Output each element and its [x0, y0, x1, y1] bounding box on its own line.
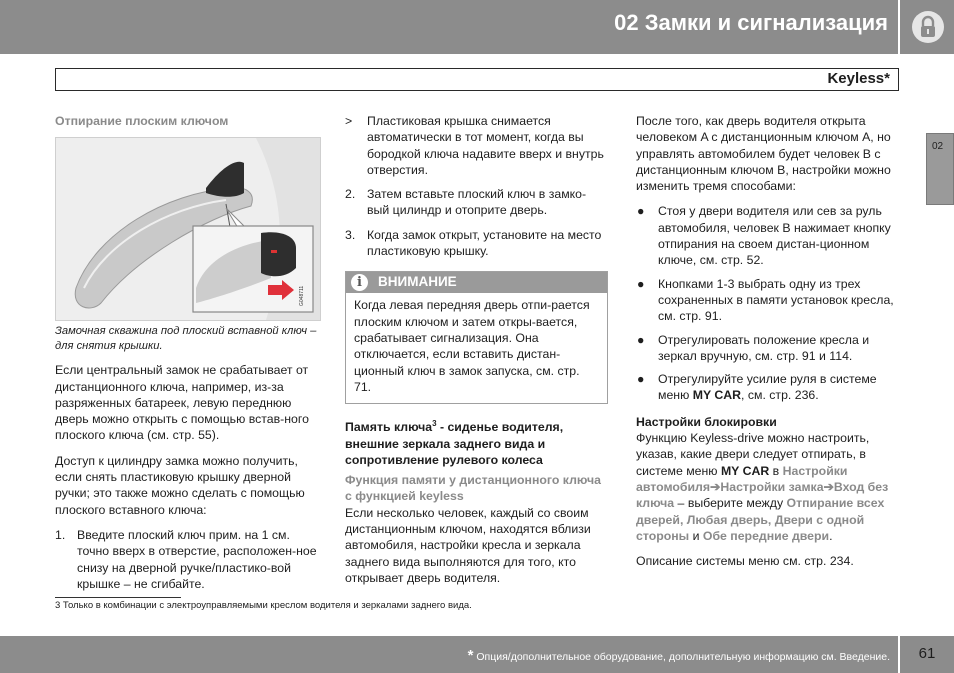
step-text: Затем вставьте плоский ключ в замко-вый цилиндр и отоприте дверь. [367, 187, 587, 218]
step-number: 1. [55, 527, 66, 542]
step-text: Введите плоский ключ прим. на 1 см. точно вверх в отверстие, расположен-ное снизу на дверной ручке/пластико-вой крышке – не сгибайте. [77, 527, 317, 591]
page-footer [0, 636, 898, 673]
image-caption: Замочная скважина под плоский вставной ключ – для снятия крышки. [55, 325, 317, 352]
menu-path-item: Вход без ключа [636, 479, 889, 511]
text-run: Функцию Keyless-drive можно настроить, указав, какие двери следует отпирать, в системе меню [636, 431, 870, 478]
bullet-dot: ● [637, 372, 645, 387]
bullet-item [636, 203, 898, 268]
padlock-icon [912, 11, 944, 43]
warning-header [346, 272, 607, 293]
menu-path-item: Настройки автомобиля [636, 463, 848, 494]
sub-step-marker: > [345, 114, 353, 128]
bullet-text [658, 372, 877, 402]
info-icon: i [351, 274, 368, 291]
section-bar [55, 68, 899, 91]
warning-title: ВНИМАНИЕ [378, 274, 457, 290]
paragraph: Если центральный замок не срабатывает от дистанционного ключа, например, из-за разряженных батареек, левую переднюю дверь можно открыть с помощью встав-ного плоского ключа (см. стр. 55). [55, 363, 309, 443]
text-run: и [689, 528, 703, 543]
menu-option: Обе передние двери [702, 528, 830, 543]
footnote: 3 Только в комбинации с электроуправляемыми креслом водителя и зеркалами заднего вида. [55, 600, 472, 611]
text-run: , [767, 512, 775, 527]
step-text: Когда замок открыт, установите на место пластиковую крышку. [367, 227, 602, 259]
page-number: 61 [918, 645, 936, 662]
footer-text: Опция/дополнительное оборудование, дополнительную информацию см. Введение. [473, 651, 890, 663]
warning-box [345, 271, 608, 404]
step-item [55, 527, 320, 592]
step-number: 3. [345, 227, 356, 242]
menu-name: MY CAR [692, 388, 742, 403]
sub-step-item [345, 113, 608, 178]
footnote-ref: 3 [432, 419, 437, 429]
bullet-item [636, 332, 898, 365]
text-run: Отрегулируйте усилие руля в системе меню [658, 372, 877, 403]
page-header [0, 0, 898, 54]
bullet-item [636, 371, 898, 404]
menu-option: Двери с одной стороны [636, 512, 865, 543]
paragraph: После того, как дверь водителя открыта человеком A с дистанционным ключом A, но управлять автомобилем будет человек B с дистанционным ключом B, настройки можно изменить тремя способами: [636, 114, 891, 194]
heading-part: Память ключа [345, 420, 433, 435]
warning-text: Когда левая передняя дверь отпи-рается плоским ключом и затем откры-вается, срабатывает сигнализация. Она отключается, если вставить дистан-ционный ключ в замок запуска, см. стр. 71. [354, 298, 590, 394]
heading-lock-settings: Настройки блокировки [636, 414, 777, 429]
paragraph: Доступ к цилиндру замка можно получить, если снять пластиковую крышку дверной ручки; это также можно сделать с помощью плоского вставного ключа: [55, 453, 305, 517]
column-1 [55, 113, 320, 600]
chapter-title: 02 Замки и сигнализация [614, 10, 888, 35]
text-run: – выберите между [674, 496, 787, 511]
menu-option: Отпирание всех дверей [636, 496, 885, 527]
chapter-side-tab[interactable] [926, 133, 954, 205]
bullet-text: Кнопками 1-3 выбрать одну из трех сохраненных в памяти установок кресла, см. стр. 91. [658, 276, 894, 324]
column-2 [345, 113, 608, 595]
paragraph: Описание системы меню см. стр. 234. [636, 554, 854, 569]
image-code: G048711 [299, 286, 305, 307]
side-tab-label: 02 [932, 141, 944, 152]
paragraph-lock-settings [636, 430, 898, 544]
step-item [345, 186, 608, 219]
step-item [345, 227, 608, 260]
bullet-dot: ● [637, 332, 645, 347]
arrow-icon: ➔ [823, 479, 834, 494]
arrow-icon: ➔ [710, 479, 721, 494]
column-3 [636, 113, 898, 578]
section-title: Keyless* [827, 70, 890, 87]
header-icon-box [900, 0, 954, 54]
heading-key-memory [345, 416, 608, 468]
bullet-text: Стоя у двери водителя или сев за руль автомобиля, человек B нажимает кнопку отпирания на своем дистан-ционном ключе, см. стр. 52. [658, 204, 891, 268]
text-run: в [769, 463, 783, 478]
footnote-divider [55, 597, 181, 598]
bullet-item [636, 276, 898, 325]
menu-option: Любая дверь [686, 512, 768, 527]
step-text: Пластиковая крышка снимается автоматически в тот момент, когда вы бородкой ключа надавите вверх и внутрь отверстия. [367, 114, 604, 177]
text-run: , [679, 512, 687, 527]
text-run: , см. стр. 236. [741, 388, 819, 403]
paragraph: Если несколько человек, каждый со своим дистанционным ключом, находятся вблизи автомобиля, настройки кресла и зеркала заднего вида выполняются для того, кто открывает дверь водителя. [345, 505, 591, 585]
step-number: 2. [345, 187, 356, 202]
menu-path-item: Настройки замка [720, 479, 824, 494]
page-number-box [900, 636, 954, 673]
subheading-keyless-memory: Функция памяти у дистанционного ключа с функцией keyless [345, 473, 601, 504]
bullet-dot: ● [637, 276, 645, 291]
bullet-text: Отрегулировать положение кресла и зеркал вручную, см. стр. 91 и 114. [658, 332, 870, 363]
heading-part: - сиденье водителя, внешние зеркала заднего вида и сопротивление рулевого колеса [345, 420, 564, 467]
footer-note [468, 647, 890, 664]
asterisk-mark: * [467, 647, 474, 664]
menu-name: MY CAR [720, 463, 770, 478]
door-handle-illustration [55, 137, 321, 321]
heading-flat-key-unlock: Отпирание плоским ключом [55, 114, 229, 128]
text-run: . [829, 528, 833, 543]
bullet-dot: ● [637, 204, 645, 219]
